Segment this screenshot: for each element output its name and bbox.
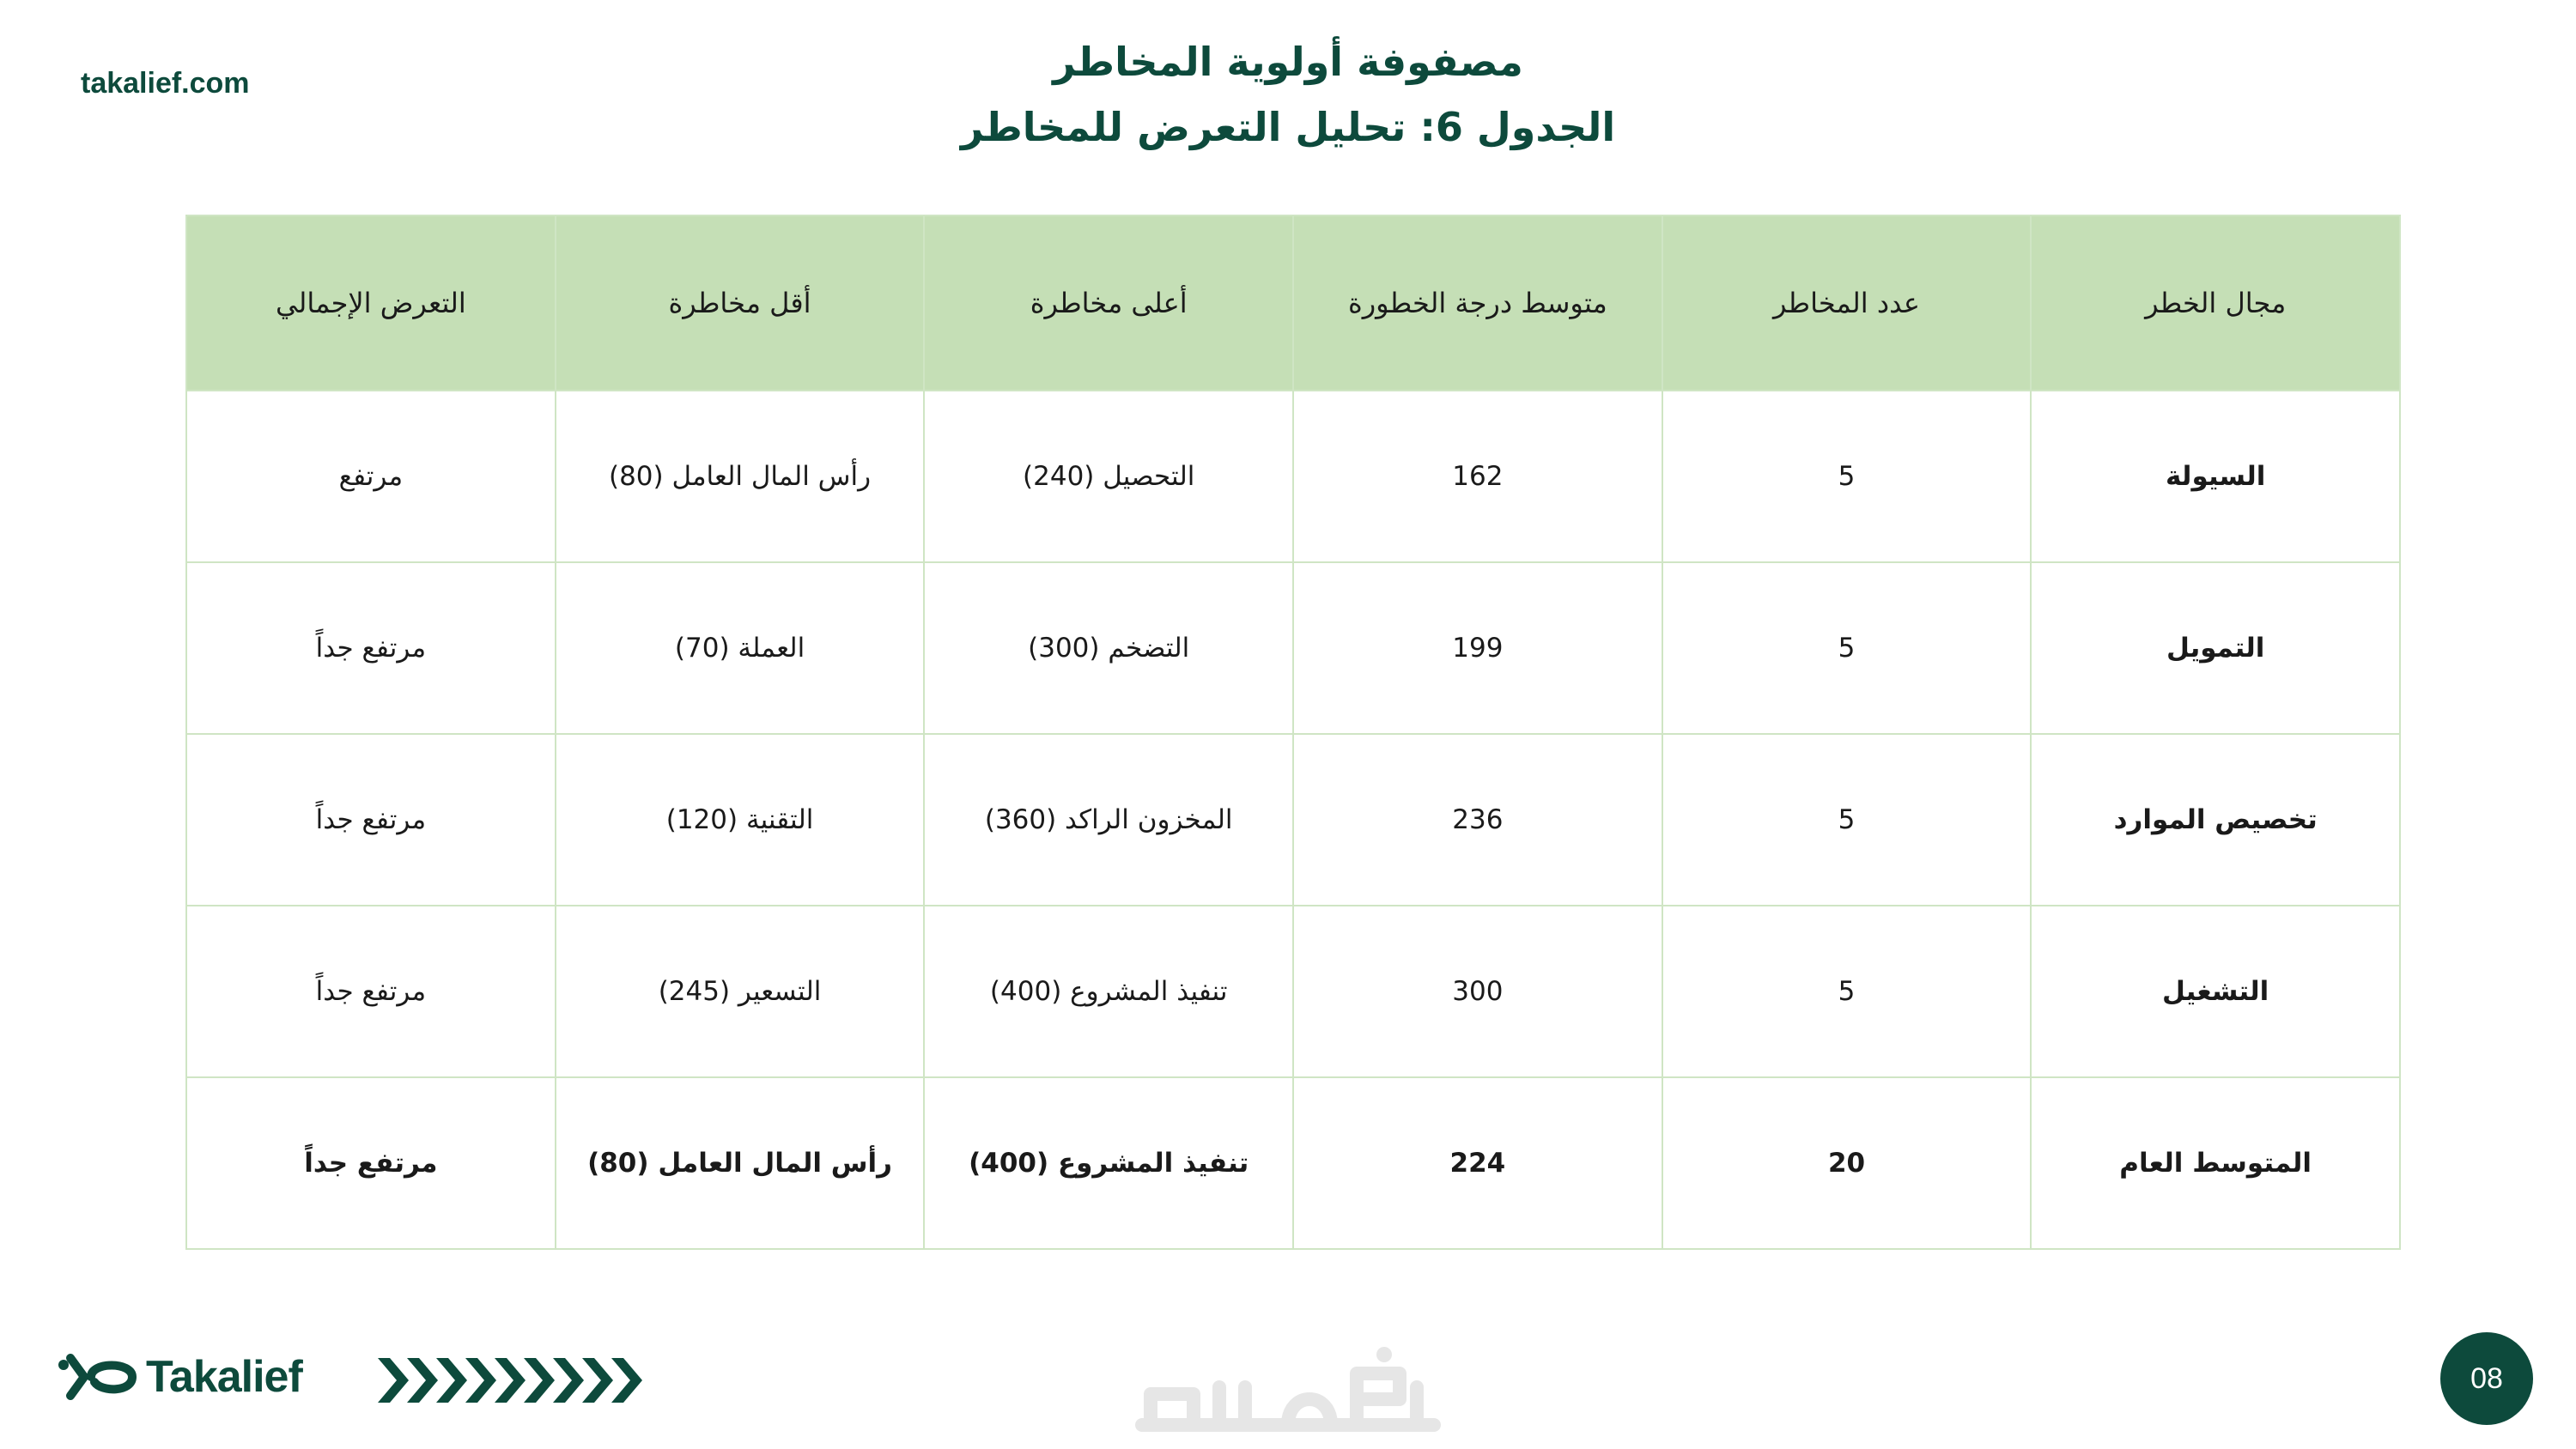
cell-highest-risk: التحصيل (240) [924, 391, 1293, 562]
cell-total-exposure: مرتفع جداً [186, 906, 556, 1077]
cell-highest-risk: المخزون الراكد (360) [924, 734, 1293, 906]
cell-lowest-risk: رأس المال العامل (80) [556, 1077, 925, 1249]
cell-risk-area: السيولة [2031, 391, 2400, 562]
cell-risk-area: التشغيل [2031, 906, 2400, 1077]
column-header-highest-risk: أعلى مخاطرة [924, 215, 1293, 391]
cell-risk-count: 5 [1662, 734, 2032, 906]
brand-name: Takalief [146, 1352, 302, 1402]
site-url[interactable]: takalief.com [81, 67, 250, 100]
cell-avg-severity: 224 [1293, 1077, 1662, 1249]
cell-total-exposure: مرتفع جداً [186, 562, 556, 734]
cell-avg-severity: 300 [1293, 906, 1662, 1077]
cell-highest-risk: تنفيذ المشروع (400) [924, 1077, 1293, 1249]
column-header-total-exposure: التعرض الإجمالي [186, 215, 556, 391]
chevrons-right-icon [378, 1358, 644, 1403]
cell-lowest-risk: التسعير (245) [556, 906, 925, 1077]
cell-avg-severity: 199 [1293, 562, 1662, 734]
khamsat-watermark-icon [1116, 1339, 1460, 1442]
cell-risk-area: التمويل [2031, 562, 2400, 734]
cell-highest-risk: تنفيذ المشروع (400) [924, 906, 1293, 1077]
cell-risk-count: 5 [1662, 562, 2032, 734]
column-header-avg-severity: متوسط درجة الخطورة [1293, 215, 1662, 391]
cell-lowest-risk: رأس المال العامل (80) [556, 391, 925, 562]
table-row [186, 391, 2400, 562]
cell-risk-area: المتوسط العام [2031, 1077, 2400, 1249]
table-row [186, 906, 2400, 1077]
title-block [0, 29, 2576, 160]
column-header-risk-area: مجال الخطر [2031, 215, 2400, 391]
brand-logo [57, 1351, 302, 1403]
cell-lowest-risk: التقنية (120) [556, 734, 925, 906]
table-row [186, 562, 2400, 734]
cell-risk-count: 5 [1662, 906, 2032, 1077]
cell-lowest-risk: العملة (70) [556, 562, 925, 734]
cell-avg-severity: 236 [1293, 734, 1662, 906]
cell-total-exposure: مرتفع جداً [186, 1077, 556, 1249]
table-row-total [186, 1077, 2400, 1249]
table-caption: الجدول 6: تحليل التعرض للمخاطر [960, 104, 1616, 150]
page-title: مصفوفة أولوية المخاطر [1053, 39, 1523, 85]
cell-total-exposure: مرتفع [186, 391, 556, 562]
cell-highest-risk: التضخم (300) [924, 562, 1293, 734]
cell-total-exposure: مرتفع جداً [186, 734, 556, 906]
cell-risk-area: تخصيص الموارد [2031, 734, 2400, 906]
table-row [186, 734, 2400, 906]
column-header-lowest-risk: أقل مخاطرة [556, 215, 925, 391]
cell-risk-count: 20 [1662, 1077, 2032, 1249]
cell-avg-severity: 162 [1293, 391, 1662, 562]
column-header-risk-count: عدد المخاطر [1662, 215, 2032, 391]
takalief-logo-icon [57, 1351, 139, 1403]
table-header-row [186, 215, 2400, 391]
page-number-badge [2440, 1332, 2533, 1425]
cell-risk-count: 5 [1662, 391, 2032, 562]
risk-exposure-table [185, 215, 2401, 1250]
page-number: 08 [2470, 1361, 2503, 1395]
